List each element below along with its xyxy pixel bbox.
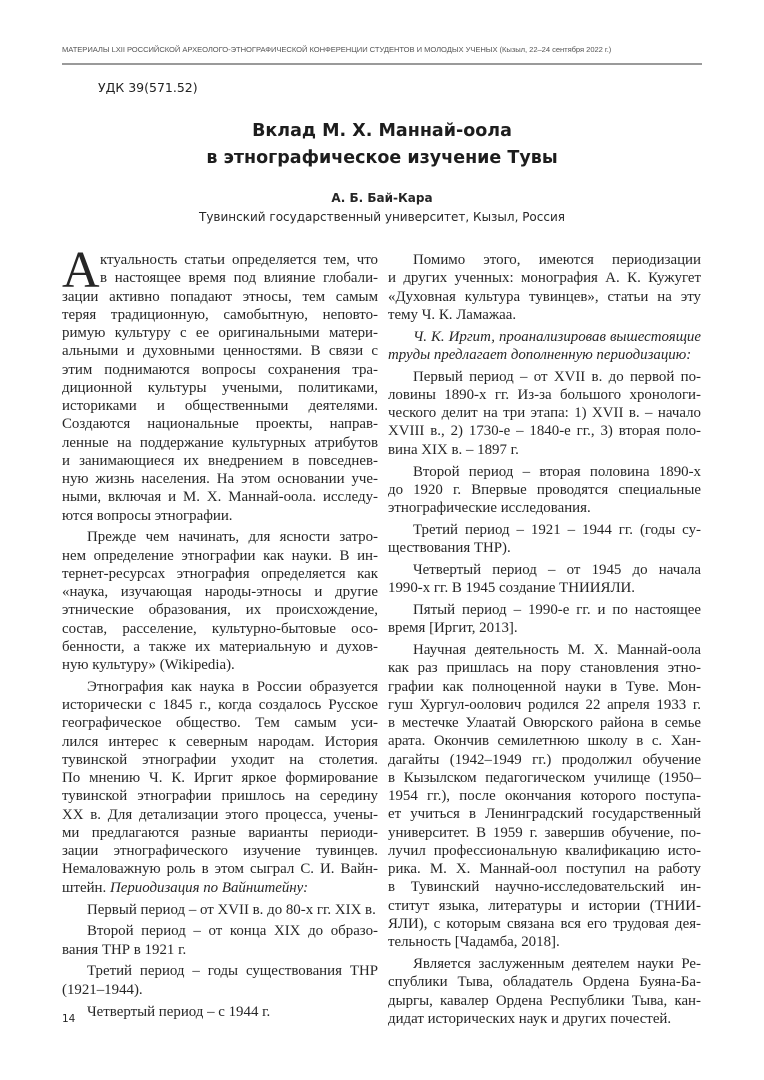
paragraph xyxy=(388,955,701,1028)
text-line: лился интерес к северным народам. История xyxy=(62,733,378,750)
text-line: ет учиться в Ленинградский государственный xyxy=(388,806,701,823)
text-line: рика. М. Х. Маннай-оол поступил на работу xyxy=(388,861,701,878)
text-line: исторически с 1845 г., когда создалось Русское xyxy=(62,697,378,714)
text-line: ными, включая и М. Х. Маннай-оола. исследу- xyxy=(62,489,378,506)
text-line: ществования ТНР). xyxy=(388,540,511,557)
paragraph xyxy=(388,521,701,558)
text-line: Ч. К. Иргит, проанализировав вышестоящие xyxy=(413,328,701,345)
text-line: вина XIX в. – 1897 г. xyxy=(388,441,519,458)
text-line: 1954 гг.), после окончания которого поступа- xyxy=(388,788,701,805)
text-line: Третий период – 1921 – 1944 гг. (годы су- xyxy=(413,521,701,538)
paragraph xyxy=(62,1003,378,1021)
text-line: 1990-х гг. В 1945 создание ТНИИЯЛИ. xyxy=(388,580,636,597)
running-head: МАТЕРИАЛЫ LXII РОССИЙСКОЙ АРХЕОЛОГО-ЭТНОГРАФИЧЕСКОЙ КОНФЕРЕНЦИИ СТУДЕНТОВ И МОЛОДЫХ УЧЕНЫХ (Кызыл, 22–24 сентября 2022 г.) xyxy=(62,45,612,54)
title-line-1: Вклад М. Х. Маннай-оола xyxy=(252,121,512,141)
text-line: этнические образования, их происхождение, xyxy=(62,602,378,619)
title-line-2: в этнографическое изучение Тувы xyxy=(206,148,558,168)
article-title xyxy=(0,118,764,172)
text-line: «Духовная культура тувинцев», статьи на эту xyxy=(388,288,701,305)
left-column xyxy=(62,242,378,1024)
text-line: и других ученных: монография А. К. Кужугет xyxy=(388,270,701,287)
right-column xyxy=(388,251,701,1032)
page-number: 14 xyxy=(62,1013,76,1025)
text-line: диционной культуры учеными, политиками, xyxy=(62,379,378,396)
text-line: Второй период – от конца XIX до образо- xyxy=(87,923,378,940)
udk-code: УДК 39(571.52) xyxy=(98,80,198,95)
paragraph xyxy=(388,328,701,365)
text-line: бенности, а также их материальную и духов- xyxy=(62,638,378,655)
text-line: Четвертый период – от 1945 до начала xyxy=(413,561,701,578)
text-line: ловины 1890-х гг. Из-за большого хронологи- xyxy=(388,386,701,403)
text-line: XX в. Для детализации этого процесса, учены- xyxy=(62,806,378,823)
text-line: в Тувинский научно-исследовательский ин- xyxy=(388,879,701,896)
text-line: ктуальность статьи определяется тем, что xyxy=(100,252,378,268)
text-line: Немаловажную роль в этом сыграл С. И. Вайн- xyxy=(62,861,378,878)
text-line: альными и духовными ценностями. В связи с xyxy=(62,343,378,360)
text-line: дыргы, кавалер Ордена Республики Тыва, кан- xyxy=(388,992,701,1009)
author-name: А. Б. Бай-Кара xyxy=(331,191,433,205)
paragraph xyxy=(388,561,701,598)
text-line: Создаются национальные проекты, направ- xyxy=(62,416,378,433)
text-line: дидат исторических наук и других почестей. xyxy=(388,1010,672,1027)
text-line: спублики Тыва, обладатель Ордена Буяна-Ба- xyxy=(388,974,701,991)
text-line: Четвертый период – с 1944 г. xyxy=(87,1003,271,1020)
text-line: графии как полноценной науки в Туве. Мон- xyxy=(388,678,701,695)
text-line: географическое общество. Тем самым уси- xyxy=(62,715,378,732)
text-line: ЯЛИ), с которым связана вся его трудовая дея- xyxy=(388,915,701,932)
text-line: ленные на поддержание культурных атрибутов xyxy=(62,434,378,451)
text-line: этнографические исследования. xyxy=(388,500,591,517)
text-line: как раз пришлась на пору становления этно- xyxy=(388,660,701,677)
text-line: тувинской этнографии пришлось на середину xyxy=(62,788,378,805)
text-line: лучил профессиональную квалификацию исто- xyxy=(388,842,701,859)
text-line: арата. Окончив семилетнюю школу в с. Хан- xyxy=(388,733,701,750)
paragraph xyxy=(62,962,378,999)
text-line: до 1920 г. Впервые проводятся специальные xyxy=(388,481,701,498)
text-line: ми предлагаются разные варианты периоди- xyxy=(62,824,378,841)
text-line: ются вопросы этнографии. xyxy=(62,507,233,524)
text-line: Научная деятельность М. Х. Маннай-оола xyxy=(413,642,701,659)
text-line: Помимо этого, имеются периодизации xyxy=(413,252,701,268)
text-line: в настоящее время под влияние глобали- xyxy=(100,270,378,287)
text-line: тельность [Чадамба, 2018]. xyxy=(388,934,560,951)
paragraph xyxy=(62,242,378,525)
text-line: Этнография как наука в России образуется xyxy=(87,678,378,695)
text-line: Третий период – годы существования ТНР xyxy=(87,963,378,980)
paragraph xyxy=(62,678,378,897)
drop-cap: А xyxy=(62,242,100,299)
paragraph xyxy=(62,528,378,674)
text-line: зации этнографического изучение тувинцев. xyxy=(62,843,378,860)
text-line: «наука, изучающая народы-этносы и другие xyxy=(62,584,378,601)
text-line: нем определение этнографии как науки. В ин- xyxy=(62,547,378,564)
text-line: время [Иргит, 2013]. xyxy=(388,620,518,637)
text-line: историками и общественными деятелями. xyxy=(62,398,378,414)
header-rule xyxy=(62,63,702,65)
text-line: ческого делит на три этапа: 1) XVII в. – начало xyxy=(388,405,701,422)
text-line: дагайты (1942–1949 гг.) продолжил обучение xyxy=(388,751,701,768)
text-line: в местечке Улаатай Овюрского района в семье xyxy=(388,715,701,732)
italic-text: Периодизация по Вайнштейну: xyxy=(109,879,309,896)
text-line: ную культуру» (Wikipedia). xyxy=(62,657,235,674)
text-line: зации активно попадают этносы, тем самым xyxy=(62,288,378,305)
text-line: и занимающиеся их внедрением в повседнев- xyxy=(62,452,378,469)
text-line: вания ТНР в 1921 г. xyxy=(62,941,187,958)
text-line: XVIII в., 2) 1730-е – 1840-е гг., 3) вторая поло- xyxy=(388,423,701,440)
paragraph xyxy=(62,922,378,959)
text-line: римую культуру с ее оригинальными матери- xyxy=(62,325,378,341)
text-line: ститут языка, литературы и истории (ТНИИ- xyxy=(388,897,701,914)
author-affiliation: Тувинский государственный университет, Кызыл, Россия xyxy=(199,210,565,224)
paragraph xyxy=(388,463,701,518)
paragraph xyxy=(388,251,701,324)
text-line: состав, расселение, культурно-бытовые осо- xyxy=(62,620,378,637)
text-line: этим поднимаются вопросы сохранения тра- xyxy=(62,361,378,378)
text-line: тему Ч. К. Ламажаа. xyxy=(388,306,517,323)
text-line: тернет-ресурсах этнография определяется как xyxy=(62,565,378,582)
paragraph xyxy=(388,601,701,638)
text-line: Первый период – от XVII в. до первой по- xyxy=(413,368,701,385)
text-line: университет. В 1959 г. завершив обучение, по- xyxy=(388,824,701,841)
text-line: гуш Хургул-оолович родился 22 апреля 1933 г. xyxy=(388,696,701,713)
text-line: Является заслуженным деятелем науки Ре- xyxy=(413,956,701,972)
paragraph xyxy=(388,641,701,951)
text-line: Второй период – вторая половина 1890-х xyxy=(413,463,701,480)
text-line: По мнению Ч. К. Иргит яркое формирование xyxy=(62,770,378,787)
text-line: теряя традиционную, самобытную, неповто- xyxy=(62,306,378,323)
text-line: в Кызылском педагогическом училище (1950– xyxy=(388,769,701,786)
text-line: (1921–1944). xyxy=(62,981,143,998)
text-line: ную жизнь населения. На этом основании уче- xyxy=(62,471,378,487)
text-line: тувинской этнографии уходит на столетия. xyxy=(62,751,378,768)
text-span: штейн. xyxy=(62,879,110,896)
text-line: Первый период – от XVII в. до 80-х гг. XIX в. xyxy=(87,901,376,918)
paragraph xyxy=(388,368,701,459)
paragraph xyxy=(62,901,378,919)
text-line: труды предлагает дополненную периодизацию: xyxy=(388,346,692,363)
text-line: Пятый период – 1990-е гг. и по настоящее xyxy=(413,602,701,619)
text-line: Прежде чем начинать, для ясности затро- xyxy=(87,529,378,546)
text-line xyxy=(62,879,378,897)
